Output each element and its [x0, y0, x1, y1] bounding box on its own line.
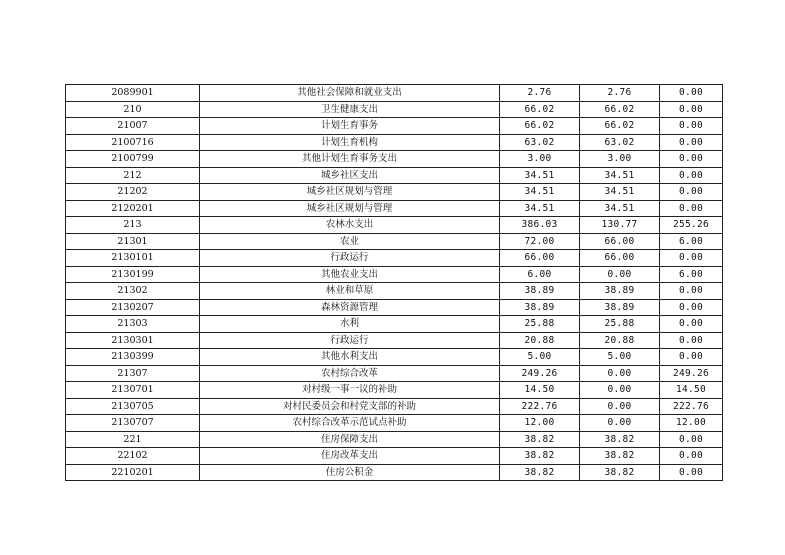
subject-code-cell: 21302 — [66, 283, 200, 300]
total-amount-cell: 63.02 — [500, 134, 580, 151]
total-amount-cell: 38.89 — [500, 283, 580, 300]
subject-code-cell: 213 — [66, 217, 200, 234]
basic-expenditure-cell: 38.89 — [580, 299, 660, 316]
subject-name-cell: 对村级一事一议的补助 — [200, 382, 500, 399]
subject-code-cell: 210 — [66, 101, 200, 118]
basic-expenditure-cell: 2.76 — [580, 85, 660, 102]
subject-name-cell: 其他社会保障和就业支出 — [200, 85, 500, 102]
total-amount-cell: 38.82 — [500, 464, 580, 481]
project-expenditure-cell: 0.00 — [660, 283, 723, 300]
subject-code-cell: 2100799 — [66, 151, 200, 168]
basic-expenditure-cell: 38.89 — [580, 283, 660, 300]
subject-name-cell: 农林水支出 — [200, 217, 500, 234]
subject-name-cell: 其他水利支出 — [200, 349, 500, 366]
basic-expenditure-cell: 34.51 — [580, 167, 660, 184]
total-amount-cell: 14.50 — [500, 382, 580, 399]
subject-name-cell: 城乡社区规划与管理 — [200, 200, 500, 217]
basic-expenditure-cell: 130.77 — [580, 217, 660, 234]
subject-name-cell: 对村民委员会和村党支部的补助 — [200, 398, 500, 415]
table-row — [66, 398, 723, 415]
total-amount-cell: 2.76 — [500, 85, 580, 102]
basic-expenditure-cell: 66.00 — [580, 233, 660, 250]
basic-expenditure-cell: 0.00 — [580, 266, 660, 283]
table-row — [66, 431, 723, 448]
subject-code-cell: 21202 — [66, 184, 200, 201]
project-expenditure-cell: 12.00 — [660, 415, 723, 432]
project-expenditure-cell: 0.00 — [660, 332, 723, 349]
total-amount-cell: 6.00 — [500, 266, 580, 283]
table-row — [66, 134, 723, 151]
total-amount-cell: 66.02 — [500, 118, 580, 135]
total-amount-cell: 12.00 — [500, 415, 580, 432]
subject-code-cell: 2130301 — [66, 332, 200, 349]
subject-name-cell: 行政运行 — [200, 250, 500, 267]
project-expenditure-cell: 222.76 — [660, 398, 723, 415]
total-amount-cell: 34.51 — [500, 200, 580, 217]
project-expenditure-cell: 0.00 — [660, 101, 723, 118]
project-expenditure-cell: 0.00 — [660, 316, 723, 333]
table-row — [66, 151, 723, 168]
basic-expenditure-cell: 20.88 — [580, 332, 660, 349]
project-expenditure-cell: 0.00 — [660, 431, 723, 448]
total-amount-cell: 20.88 — [500, 332, 580, 349]
project-expenditure-cell: 6.00 — [660, 233, 723, 250]
subject-code-cell: 21007 — [66, 118, 200, 135]
table-row — [66, 464, 723, 481]
basic-expenditure-cell: 3.00 — [580, 151, 660, 168]
project-expenditure-cell: 0.00 — [660, 200, 723, 217]
project-expenditure-cell: 0.00 — [660, 167, 723, 184]
subject-name-cell: 住房公积金 — [200, 464, 500, 481]
project-expenditure-cell: 255.26 — [660, 217, 723, 234]
expenditure-table — [65, 84, 723, 481]
project-expenditure-cell: 0.00 — [660, 349, 723, 366]
subject-code-cell: 2100716 — [66, 134, 200, 151]
subject-name-cell: 计划生育机构 — [200, 134, 500, 151]
table-row — [66, 283, 723, 300]
subject-name-cell: 城乡社区规划与管理 — [200, 184, 500, 201]
total-amount-cell: 386.03 — [500, 217, 580, 234]
table-row — [66, 118, 723, 135]
subject-name-cell: 卫生健康支出 — [200, 101, 500, 118]
project-expenditure-cell: 0.00 — [660, 134, 723, 151]
basic-expenditure-cell: 34.51 — [580, 200, 660, 217]
total-amount-cell: 66.02 — [500, 101, 580, 118]
total-amount-cell: 3.00 — [500, 151, 580, 168]
project-expenditure-cell: 6.00 — [660, 266, 723, 283]
total-amount-cell: 66.00 — [500, 250, 580, 267]
table-row — [66, 184, 723, 201]
subject-code-cell: 21307 — [66, 365, 200, 382]
subject-code-cell: 2130705 — [66, 398, 200, 415]
subject-code-cell: 2120201 — [66, 200, 200, 217]
project-expenditure-cell: 249.26 — [660, 365, 723, 382]
project-expenditure-cell: 0.00 — [660, 299, 723, 316]
subject-name-cell: 其他计划生育事务支出 — [200, 151, 500, 168]
subject-name-cell: 水利 — [200, 316, 500, 333]
total-amount-cell: 34.51 — [500, 167, 580, 184]
subject-code-cell: 2130199 — [66, 266, 200, 283]
subject-code-cell: 2130701 — [66, 382, 200, 399]
project-expenditure-cell: 0.00 — [660, 151, 723, 168]
table-row — [66, 200, 723, 217]
basic-expenditure-cell: 34.51 — [580, 184, 660, 201]
project-expenditure-cell: 0.00 — [660, 118, 723, 135]
subject-code-cell: 221 — [66, 431, 200, 448]
subject-name-cell: 林业和草原 — [200, 283, 500, 300]
project-expenditure-cell: 0.00 — [660, 448, 723, 465]
subject-code-cell: 2130207 — [66, 299, 200, 316]
subject-code-cell: 2210201 — [66, 464, 200, 481]
project-expenditure-cell: 0.00 — [660, 250, 723, 267]
subject-code-cell: 212 — [66, 167, 200, 184]
project-expenditure-cell: 0.00 — [660, 85, 723, 102]
basic-expenditure-cell: 0.00 — [580, 415, 660, 432]
total-amount-cell: 72.00 — [500, 233, 580, 250]
total-amount-cell: 249.26 — [500, 365, 580, 382]
subject-code-cell: 2130707 — [66, 415, 200, 432]
basic-expenditure-cell: 66.00 — [580, 250, 660, 267]
table-row — [66, 332, 723, 349]
table-row — [66, 382, 723, 399]
subject-code-cell: 2130101 — [66, 250, 200, 267]
subject-name-cell: 行政运行 — [200, 332, 500, 349]
table-row — [66, 85, 723, 102]
total-amount-cell: 222.76 — [500, 398, 580, 415]
total-amount-cell: 34.51 — [500, 184, 580, 201]
basic-expenditure-cell: 25.88 — [580, 316, 660, 333]
basic-expenditure-cell: 66.02 — [580, 101, 660, 118]
table-body — [66, 85, 723, 481]
subject-name-cell: 住房改革支出 — [200, 448, 500, 465]
basic-expenditure-cell: 0.00 — [580, 398, 660, 415]
basic-expenditure-cell: 66.02 — [580, 118, 660, 135]
basic-expenditure-cell: 0.00 — [580, 365, 660, 382]
table-row — [66, 448, 723, 465]
table-row — [66, 299, 723, 316]
table-row — [66, 167, 723, 184]
subject-name-cell: 农村综合改革示范试点补助 — [200, 415, 500, 432]
total-amount-cell: 38.89 — [500, 299, 580, 316]
table-row — [66, 349, 723, 366]
subject-code-cell: 21303 — [66, 316, 200, 333]
table-row — [66, 217, 723, 234]
basic-expenditure-cell: 38.82 — [580, 464, 660, 481]
project-expenditure-cell: 14.50 — [660, 382, 723, 399]
total-amount-cell: 38.82 — [500, 448, 580, 465]
basic-expenditure-cell: 38.82 — [580, 431, 660, 448]
project-expenditure-cell: 0.00 — [660, 184, 723, 201]
table-row — [66, 316, 723, 333]
total-amount-cell: 25.88 — [500, 316, 580, 333]
table-row — [66, 101, 723, 118]
basic-expenditure-cell: 5.00 — [580, 349, 660, 366]
basic-expenditure-cell: 38.82 — [580, 448, 660, 465]
subject-name-cell: 森林资源管理 — [200, 299, 500, 316]
basic-expenditure-cell: 0.00 — [580, 382, 660, 399]
subject-name-cell: 城乡社区支出 — [200, 167, 500, 184]
total-amount-cell: 38.82 — [500, 431, 580, 448]
table-row — [66, 415, 723, 432]
subject-name-cell: 计划生育事务 — [200, 118, 500, 135]
subject-code-cell: 2089901 — [66, 85, 200, 102]
table-row — [66, 266, 723, 283]
table-row — [66, 233, 723, 250]
table-row — [66, 250, 723, 267]
basic-expenditure-cell: 63.02 — [580, 134, 660, 151]
subject-code-cell: 22102 — [66, 448, 200, 465]
subject-name-cell: 农业 — [200, 233, 500, 250]
total-amount-cell: 5.00 — [500, 349, 580, 366]
subject-name-cell: 其他农业支出 — [200, 266, 500, 283]
subject-code-cell: 21301 — [66, 233, 200, 250]
subject-code-cell: 2130399 — [66, 349, 200, 366]
table-row — [66, 365, 723, 382]
subject-name-cell: 住房保障支出 — [200, 431, 500, 448]
subject-name-cell: 农村综合改革 — [200, 365, 500, 382]
project-expenditure-cell: 0.00 — [660, 464, 723, 481]
